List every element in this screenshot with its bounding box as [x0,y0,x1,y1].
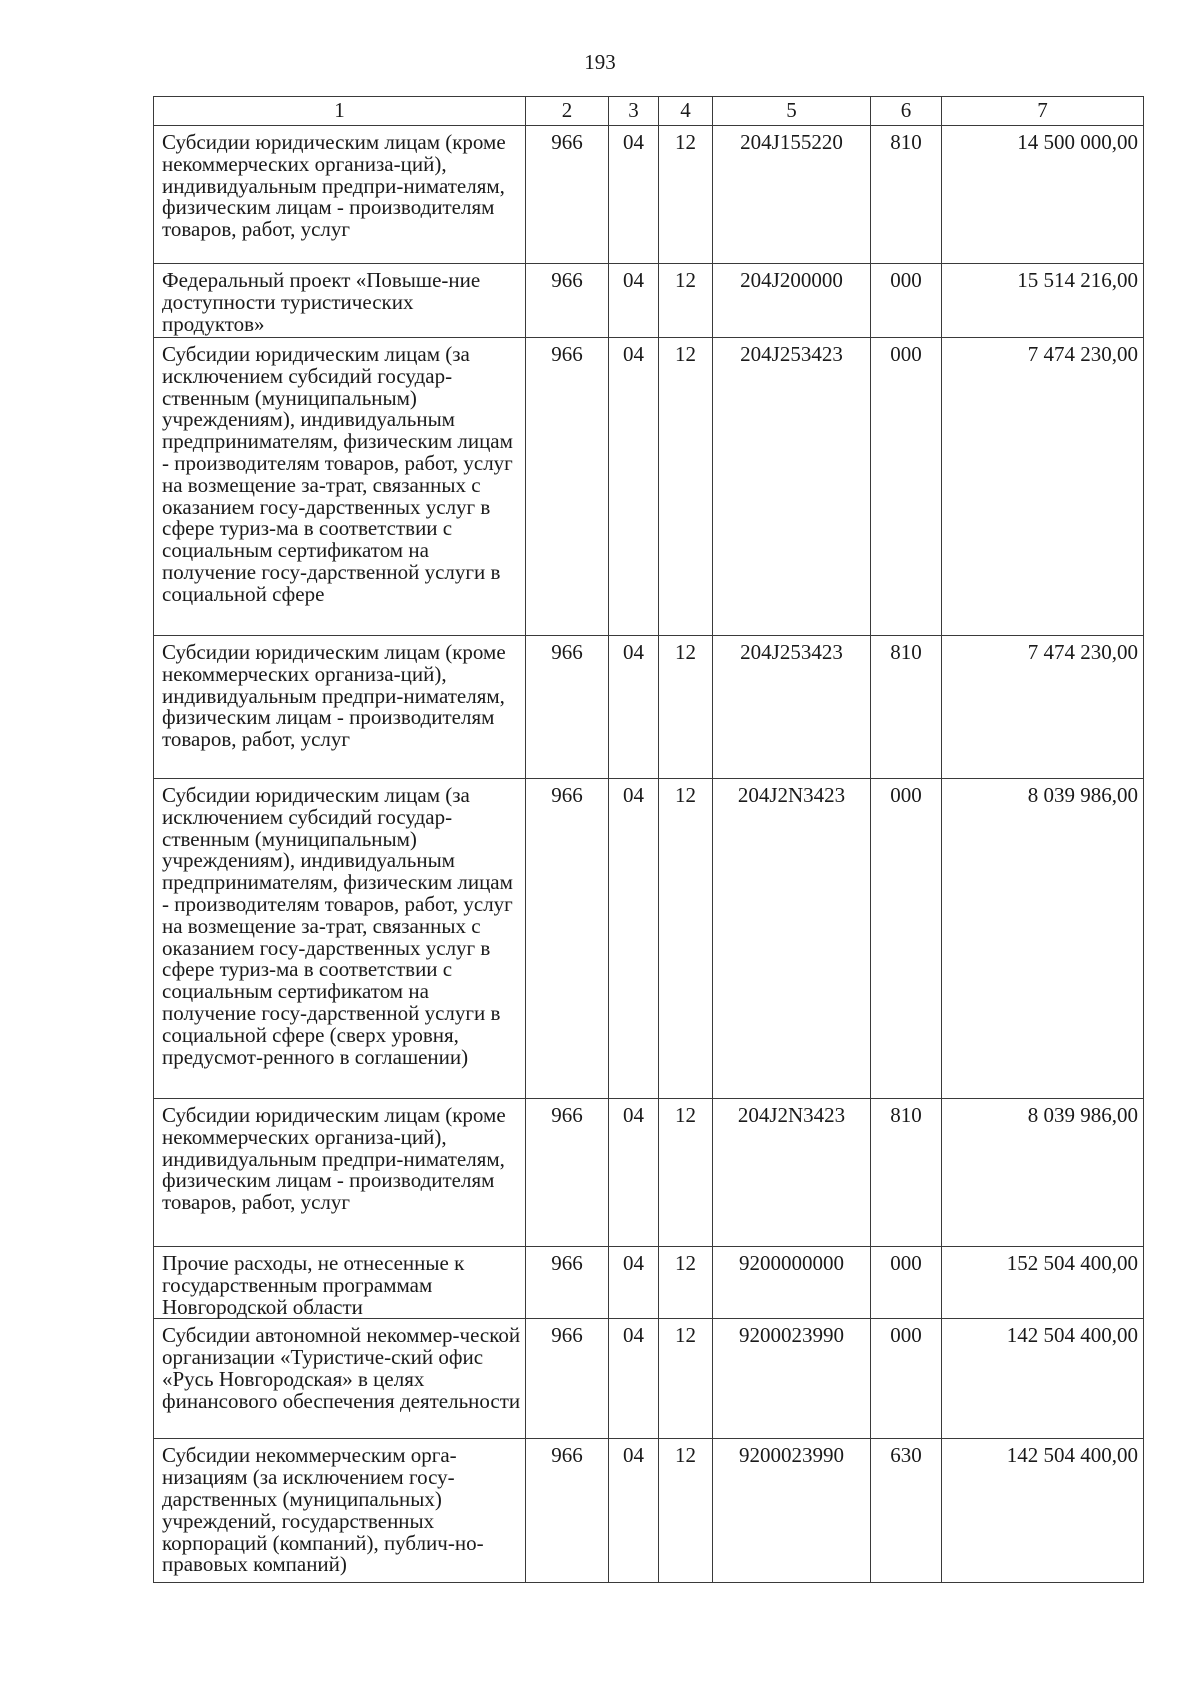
expense-name-cell: Субсидии некоммерческим орга-низациям (за исключением госу-дарственных (муниципальных) учреждений, государственных корпораций (компаний), публич-но-правовых компаний) [154,1439,526,1583]
subsection-code-cell: 12 [659,636,713,779]
subsection-code-cell: 12 [659,264,713,338]
expense-name-cell: Прочие расходы, не отнесенные к государственным программам Новгородской области [154,1247,526,1319]
column-header: 2 [526,97,609,126]
subsection-code-cell: 12 [659,1099,713,1247]
expense-name-cell: Субсидии юридическим лицам (кроме некоммерческих организа-ций), индивидуальным предпри-нимателям, физическим лицам - производителям товаров, работ, услуг [154,126,526,264]
amount-cell: 142 504 400,00 [942,1319,1144,1439]
section-code-cell: 04 [609,338,659,636]
budget-table [153,96,1144,1583]
section-code-cell: 04 [609,1099,659,1247]
table-row [154,126,1144,264]
expense-name-cell: Субсидии автономной некоммер-ческой организации «Туристиче-ский офис «Русь Новгородская» в целях финансового обеспечения деятельности [154,1319,526,1439]
target-article-cell: 9200023990 [713,1319,871,1439]
subsection-code-cell: 12 [659,779,713,1099]
subsection-code-cell: 12 [659,338,713,636]
ministry-code-cell: 966 [526,338,609,636]
ministry-code-cell: 966 [526,1319,609,1439]
section-code-cell: 04 [609,636,659,779]
table-row [154,264,1144,338]
subsection-code-cell: 12 [659,1247,713,1319]
table-row [154,1319,1144,1439]
amount-cell: 142 504 400,00 [942,1439,1144,1583]
table-header-row [154,97,1144,126]
column-header: 4 [659,97,713,126]
target-article-cell: 204J2N3423 [713,779,871,1099]
section-code-cell: 04 [609,779,659,1099]
ministry-code-cell: 966 [526,636,609,779]
expense-type-cell: 000 [871,1247,942,1319]
column-header: 7 [942,97,1144,126]
subsection-code-cell: 12 [659,126,713,264]
amount-cell: 8 039 986,00 [942,779,1144,1099]
expense-type-cell: 000 [871,338,942,636]
ministry-code-cell: 966 [526,126,609,264]
column-header: 6 [871,97,942,126]
table-row [154,636,1144,779]
amount-cell: 14 500 000,00 [942,126,1144,264]
subsection-code-cell: 12 [659,1319,713,1439]
amount-cell: 7 474 230,00 [942,636,1144,779]
target-article-cell: 9200000000 [713,1247,871,1319]
target-article-cell: 204J253423 [713,338,871,636]
target-article-cell: 204J253423 [713,636,871,779]
expense-type-cell: 000 [871,1319,942,1439]
section-code-cell: 04 [609,1247,659,1319]
table-row [154,338,1144,636]
expense-type-cell: 810 [871,636,942,779]
amount-cell: 152 504 400,00 [942,1247,1144,1319]
expense-type-cell: 630 [871,1439,942,1583]
column-header: 1 [154,97,526,126]
ministry-code-cell: 966 [526,1099,609,1247]
ministry-code-cell: 966 [526,779,609,1099]
ministry-code-cell: 966 [526,264,609,338]
expense-name-cell: Субсидии юридическим лицам (за исключением субсидий государ-ственным (муниципальным) учреждениям), индивидуальным предпринимателям, физическим лицам - производителям товаров, работ, услуг на возмещение за-трат, связанных с оказанием госу-дарственных услуг в сфере туриз-ма в соответствии с социальным сертификатом на получение госу-дарственной услуги в социальной сфере [154,338,526,636]
column-header: 5 [713,97,871,126]
expense-type-cell: 000 [871,779,942,1099]
section-code-cell: 04 [609,126,659,264]
amount-cell: 8 039 986,00 [942,1099,1144,1247]
page-number: 193 [584,50,616,74]
ministry-code-cell: 966 [526,1439,609,1583]
target-article-cell: 9200023990 [713,1439,871,1583]
amount-cell: 7 474 230,00 [942,338,1144,636]
subsection-code-cell: 12 [659,1439,713,1583]
section-code-cell: 04 [609,1319,659,1439]
table-row [154,1439,1144,1583]
table-row [154,1247,1144,1319]
expense-type-cell: 810 [871,1099,942,1247]
section-code-cell: 04 [609,1439,659,1583]
amount-cell: 15 514 216,00 [942,264,1144,338]
ministry-code-cell: 966 [526,1247,609,1319]
target-article-cell: 204J155220 [713,126,871,264]
expense-name-cell: Федеральный проект «Повыше-ние доступности туристических продуктов» [154,264,526,338]
column-header: 3 [609,97,659,126]
table-row [154,1099,1144,1247]
expense-name-cell: Субсидии юридическим лицам (за исключением субсидий государ-ственным (муниципальным) учреждениям), индивидуальным предпринимателям, физическим лицам - производителям товаров, работ, услуг на возмещение за-трат, связанных с оказанием госу-дарственных услуг в сфере туриз-ма в соответствии с социальным сертификатом на получение госу-дарственной услуги в социальной сфере (сверх уровня, предусмот-ренного в соглашении) [154,779,526,1099]
expense-name-cell: Субсидии юридическим лицам (кроме некоммерческих организа-ций), индивидуальным предпри-нимателям, физическим лицам - производителям товаров, работ, услуг [154,1099,526,1247]
expense-type-cell: 810 [871,126,942,264]
section-code-cell: 04 [609,264,659,338]
target-article-cell: 204J200000 [713,264,871,338]
expense-type-cell: 000 [871,264,942,338]
table-row [154,779,1144,1099]
expense-name-cell: Субсидии юридическим лицам (кроме некоммерческих организа-ций), индивидуальным предпри-нимателям, физическим лицам - производителям товаров, работ, услуг [154,636,526,779]
target-article-cell: 204J2N3423 [713,1099,871,1247]
